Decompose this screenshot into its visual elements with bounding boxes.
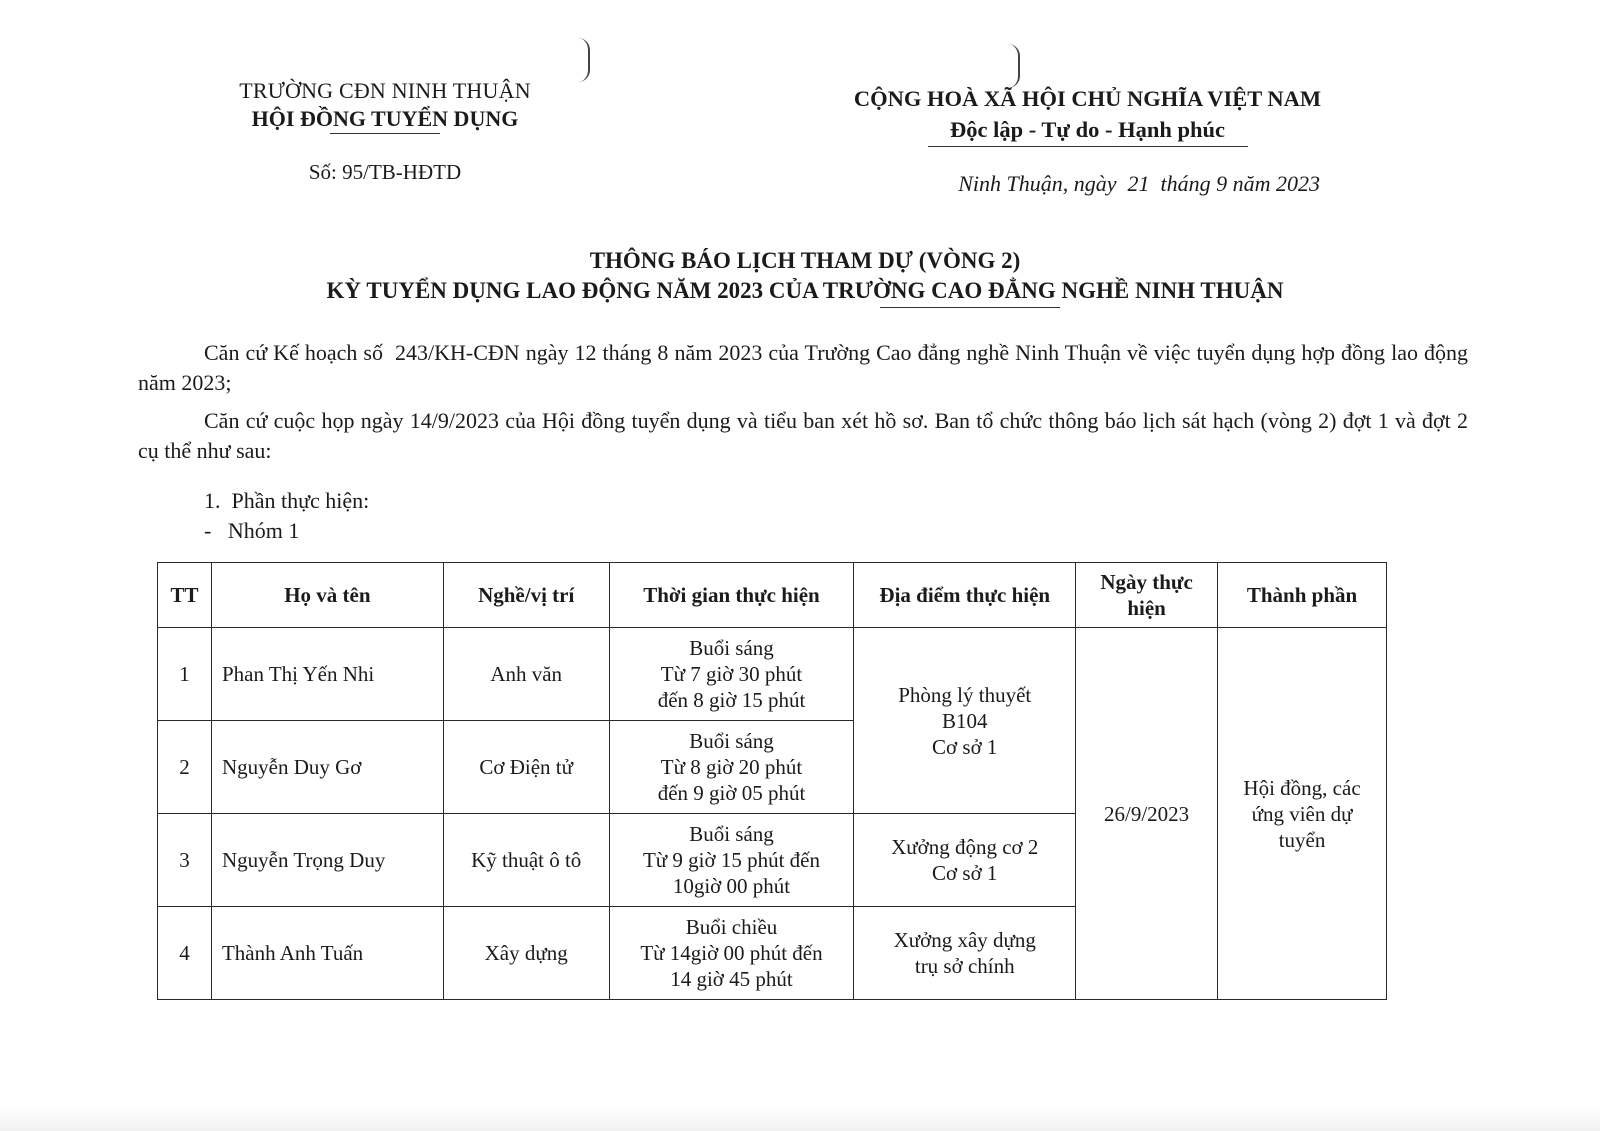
cell-tt: 4 (158, 907, 212, 1000)
title-line-2: KỲ TUYỂN DỤNG LAO ĐỘNG NĂM 2023 CỦA TRƯỜNG CAO ĐẲNG NGHỀ NINH THUẬN (326, 278, 1284, 303)
cell-name: Thành Anh Tuấn (211, 907, 443, 1000)
schedule-table (157, 562, 1387, 1000)
cell-time: Buổi sáng Từ 7 giờ 30 phút đến 8 giờ 15 phút (609, 628, 854, 721)
document-date: Ninh Thuận, ngày 21 tháng 9 năm 2023 (958, 171, 1320, 196)
cell-name: Phan Thị Yến Nhi (211, 628, 443, 721)
col-header-time: Thời gian thực hiện (609, 563, 854, 628)
cell-time: Buổi chiều Từ 14giờ 00 phút đến 14 giờ 45 phút (609, 907, 854, 1000)
table-header-row (158, 563, 1387, 628)
page-bottom-edge (0, 1107, 1600, 1131)
motto-underline (928, 146, 1248, 147)
cell-date: 26/9/2023 (1076, 628, 1218, 1000)
cell-time: Buổi sáng Từ 8 giờ 20 phút đến 9 giờ 05 phút (609, 721, 854, 814)
cell-name: Nguyễn Duy Gơ (211, 721, 443, 814)
cell-tt: 1 (158, 628, 212, 721)
paragraph-2: Căn cứ cuộc họp ngày 14/9/2023 của Hội đồng tuyển dụng và tiểu ban xét hồ sơ. Ban tổ chức thông báo lịch sát hạch (vòng 2) đợt 1 và đợt 2 cụ thể như sau: (138, 408, 1468, 463)
cell-position: Kỹ thuật ô tô (443, 814, 609, 907)
col-header-name: Họ và tên (211, 563, 443, 628)
cell-location: Phòng lý thuyết B104 Cơ sở 1 (854, 628, 1076, 814)
punch-mark-right (1008, 44, 1020, 88)
list-item-1: 1. Phần thực hiện: (204, 488, 370, 513)
cell-location: Xưởng động cơ 2 Cơ sở 1 (854, 814, 1076, 907)
cell-position: Cơ Điện tử (443, 721, 609, 814)
title-line-1: THÔNG BÁO LỊCH THAM DỰ (VÒNG 2) (589, 248, 1021, 273)
title-underline (880, 307, 1060, 308)
document-number: Số: 95/TB-HĐTD (308, 160, 462, 184)
cell-name: Nguyễn Trọng Duy (211, 814, 443, 907)
table-row (158, 628, 1387, 721)
cell-tt: 2 (158, 721, 212, 814)
council-name: HỘI ĐỒNG TUYỂN DỤNG (251, 106, 519, 131)
col-header-participants: Thành phần (1218, 563, 1387, 628)
header-right (815, 86, 1360, 197)
punch-mark-left (578, 38, 590, 82)
header-left (190, 78, 580, 185)
cell-time: Buổi sáng Từ 9 giờ 15 phút đến 10giờ 00 phút (609, 814, 854, 907)
list-item-2: - Nhóm 1 (204, 518, 300, 543)
document-title (140, 248, 1470, 308)
cell-location: Xưởng xây dựng trụ sở chính (854, 907, 1076, 1000)
cell-position: Xây dựng (443, 907, 609, 1000)
cell-position: Anh văn (443, 628, 609, 721)
section-list (204, 486, 369, 546)
body-text (138, 338, 1474, 474)
paragraph-1: Căn cứ Kế hoạch số 243/KH-CĐN ngày 12 tháng 8 năm 2023 của Trường Cao đẳng nghề Ninh Thuận về việc tuyển dụng hợp đồng lao động năm 2023; (138, 340, 1474, 395)
col-header-location: Địa điểm thực hiện (854, 563, 1076, 628)
motto: Độc lập - Tự do - Hạnh phúc (949, 117, 1226, 142)
country-name: CỘNG HOÀ XÃ HỘI CHỦ NGHĨA VIỆT NAM (853, 86, 1322, 111)
col-header-date: Ngày thực hiện (1076, 563, 1218, 628)
col-header-position: Nghề/vị trí (443, 563, 609, 628)
col-header-tt: TT (158, 563, 212, 628)
cell-participants: Hội đồng, các ứng viên dự tuyển (1218, 628, 1387, 1000)
header-left-underline (330, 133, 440, 134)
cell-tt: 3 (158, 814, 212, 907)
school-name: TRƯỜNG CĐN NINH THUẬN (239, 78, 531, 103)
